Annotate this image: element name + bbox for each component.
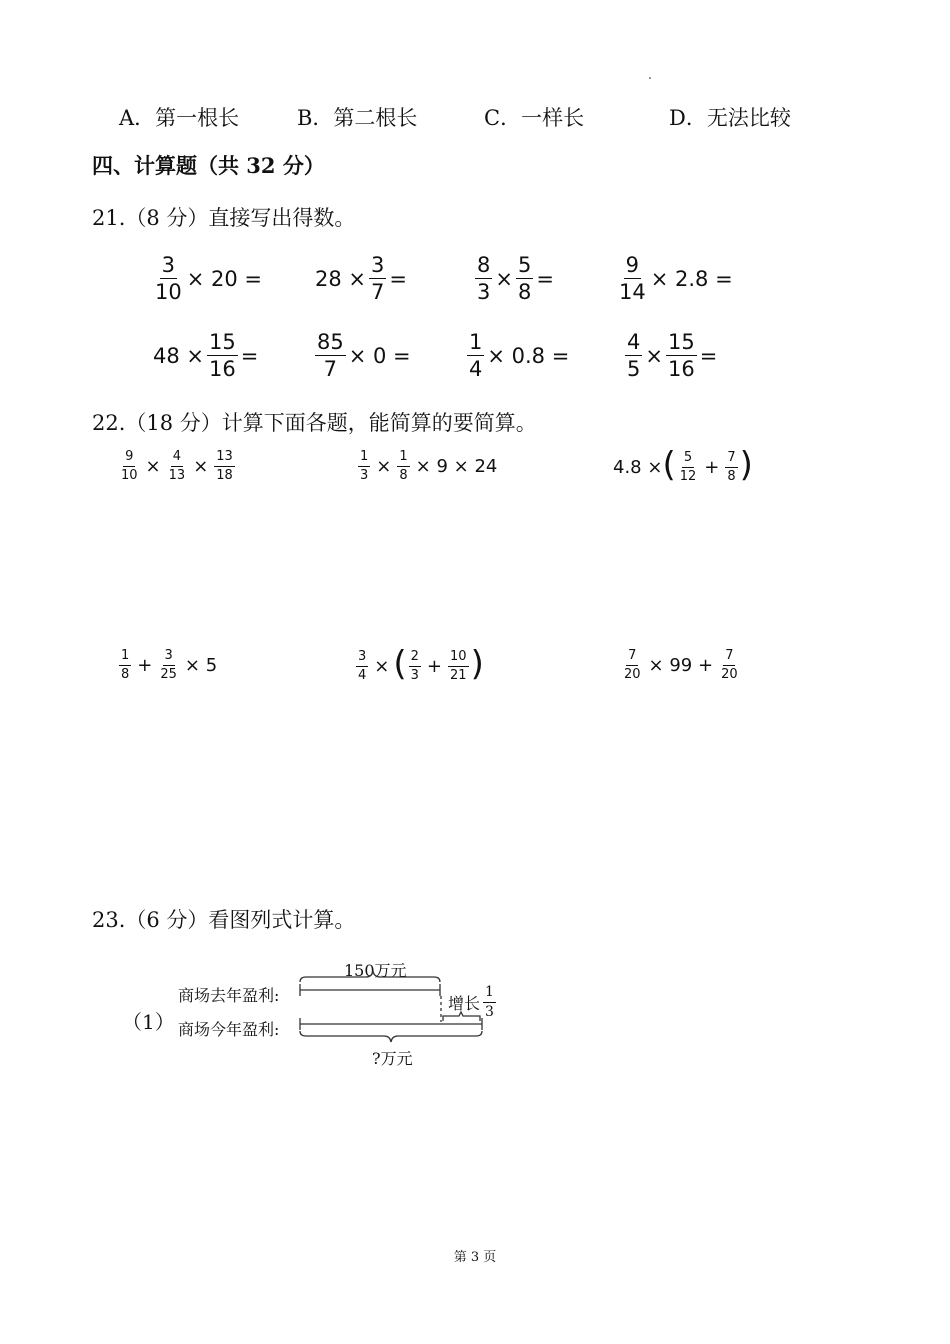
fraction: $\frac{3}{10}$ bbox=[155, 253, 182, 305]
fraction: $\frac{4}{5}$ bbox=[627, 330, 641, 382]
q22-problem-2: $\frac{1}{3}$ × $\frac{1}{8}$ × 9 × 24 bbox=[360, 449, 498, 483]
q21-expr-5: 48 × $\frac{15}{16}$ = bbox=[153, 330, 259, 382]
fraction: $\frac{1}{8}$ bbox=[399, 449, 408, 483]
fraction: $\frac{3}{4}$ bbox=[358, 648, 367, 683]
q21-expr-4: $\frac{9}{14}$ × 2.8 = bbox=[619, 253, 733, 305]
fraction: $\frac{3}{7}$ bbox=[371, 253, 385, 305]
q22-problem-4: $\frac{1}{8}$ + $\frac{3}{25}$ × 5 bbox=[121, 648, 218, 682]
fraction: $\frac{85}{7}$ bbox=[317, 330, 344, 382]
choice-d: D．无法比较 bbox=[669, 106, 791, 130]
diagram-bottom-label: ?万元 bbox=[372, 1049, 413, 1068]
choice-c: C．一样长 bbox=[484, 106, 585, 130]
fraction: $\frac{15}{16}$ bbox=[209, 330, 236, 382]
q22-problem-6: $\frac{7}{20}$ × 99 + $\frac{7}{20}$ bbox=[624, 648, 738, 682]
fraction: $\frac{1}{3}$ bbox=[485, 984, 494, 1020]
q21-heading: 21.（8 分）直接写出得数。 bbox=[92, 206, 356, 230]
fraction: $\frac{9}{10}$ bbox=[121, 449, 138, 483]
fraction: $\frac{1}{8}$ bbox=[121, 648, 130, 682]
q21-expr-6: $\frac{85}{7}$ × 0 = bbox=[317, 330, 411, 382]
fraction: $\frac{7}{20}$ bbox=[721, 648, 738, 682]
q21-expr-3: $\frac{8}{3}$ × $\frac{5}{8}$ = bbox=[477, 253, 554, 305]
page-footer: 第 3 页 bbox=[453, 1250, 497, 1265]
fraction: $\frac{13}{18}$ bbox=[216, 449, 233, 483]
q23-part-label: （1） bbox=[122, 1010, 175, 1034]
q21-expr-2: 28 × $\frac{3}{7}$ = bbox=[315, 253, 407, 305]
fraction: $\frac{8}{3}$ bbox=[477, 253, 491, 305]
q22-problem-1: $\frac{9}{10}$ × $\frac{4}{13}$ × $\frac{13}{18}$ bbox=[121, 449, 233, 483]
diagram-increase-label: 增长 $\frac{1}{3}$ bbox=[448, 984, 494, 1020]
bottom-brace bbox=[300, 1031, 482, 1042]
q22-problem-3: 4.8 × ( $\frac{5}{12}$ + $\frac{7}{8}$ ) bbox=[613, 445, 753, 485]
q22-problem-5: $\frac{3}{4}$ × ( $\frac{2}{3}$ + $\frac{10}{21}$ ) bbox=[358, 644, 484, 684]
top-brace bbox=[300, 971, 440, 982]
fraction: $\frac{10}{21}$ bbox=[450, 648, 467, 683]
q22-heading: 22.（18 分）计算下面各题，能简算的要简算。 bbox=[92, 411, 537, 435]
fraction: $\frac{1}{3}$ bbox=[360, 449, 369, 483]
diagram-row2-label: 商场今年盈利: bbox=[178, 1020, 280, 1039]
fraction: $\frac{15}{16}$ bbox=[667, 330, 695, 382]
choice-b: B．第二根长 bbox=[297, 106, 418, 130]
section-title: 四、计算题（共 32 分） bbox=[92, 153, 325, 178]
fraction: $\frac{5}{8}$ bbox=[517, 253, 532, 305]
fraction: $\frac{7}{20}$ bbox=[624, 648, 641, 682]
fraction: $\frac{4}{13}$ bbox=[168, 449, 186, 483]
fraction: $\frac{7}{8}$ bbox=[727, 449, 736, 484]
q23-heading: 23.（6 分）看图列式计算。 bbox=[92, 908, 356, 932]
diagram-top-label: 150万元 bbox=[344, 961, 407, 980]
choice-a: A．第一根长 bbox=[119, 106, 240, 130]
q21-expr-7: $\frac{1}{4}$ × 0.8 = bbox=[469, 330, 570, 382]
q21-expr-8: $\frac{4}{5}$ × $\frac{15}{16}$ = bbox=[627, 330, 718, 382]
fraction: $\frac{5}{12}$ bbox=[679, 449, 697, 484]
fraction: $\frac{3}{25}$ bbox=[160, 648, 177, 682]
diagram-row1-label: 商场去年盈利: bbox=[178, 986, 280, 1005]
fraction: $\frac{2}{3}$ bbox=[410, 648, 419, 683]
fraction: $\frac{9}{14}$ bbox=[619, 253, 646, 305]
fraction: $\frac{1}{4}$ bbox=[469, 330, 483, 382]
q21-expr-1: $\frac{3}{10}$ × 20 = bbox=[155, 253, 262, 305]
increase-brace bbox=[443, 1012, 480, 1021]
